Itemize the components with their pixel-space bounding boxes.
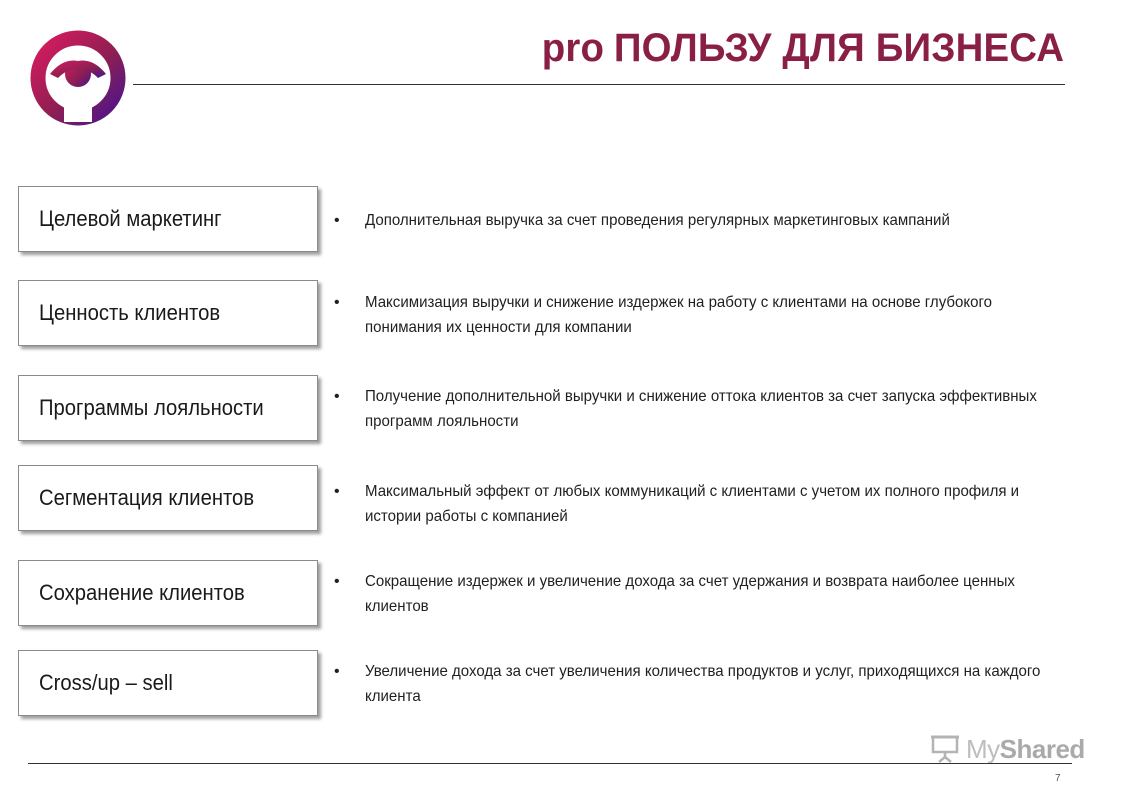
- bullet-text: Получение дополнительной выручки и снижение оттока клиентов за счет запуска эффективных программ лояльности: [365, 388, 1037, 430]
- bullet-item: [334, 569, 1104, 619]
- box-label: Сегментация клиентов: [39, 485, 255, 510]
- title-divider: [133, 84, 1065, 85]
- box-customer-retention: [18, 560, 318, 626]
- bullet-text: Сокращение издержек и увеличение дохода за счет удержания и возврата наиболее ценных клиентов: [365, 573, 1015, 615]
- box-loyalty-programs: [18, 375, 318, 441]
- page-number: 7: [1055, 773, 1061, 784]
- box-customer-segmentation: [18, 465, 318, 531]
- presentation-board-icon: [930, 734, 962, 764]
- box-label: Cross/up – sell: [39, 670, 173, 695]
- page-title: [542, 26, 1064, 71]
- watermark-text: [966, 734, 1085, 765]
- watermark-prefix: My: [966, 733, 1000, 764]
- bullet-text: Дополнительная выручка за счет проведения регулярных маркетинговых кампаний: [365, 212, 950, 229]
- bullet-item: [334, 659, 1104, 709]
- box-label: Сохранение клиентов: [39, 580, 245, 605]
- footer-divider: [28, 763, 1072, 764]
- bullet-dot: •: [334, 573, 340, 590]
- bullet-item: [334, 290, 1104, 340]
- bullet-text: Максимизация выручки и снижение издержек на работу с клиентами на основе глубокого понимания их ценности для компании: [365, 294, 993, 336]
- company-logo-icon: [28, 30, 128, 126]
- bullet-dot: •: [334, 388, 340, 405]
- title-main: ПОЛЬЗУ ДЛЯ БИЗНЕСА: [613, 26, 1064, 70]
- bullet-text: Увеличение дохода за счет увеличения количества продуктов и услуг, приходящихся на каждого клиента: [365, 663, 1041, 705]
- box-label: Ценность клиентов: [39, 300, 221, 325]
- watermark-suffix: Shared: [999, 733, 1085, 764]
- title-prefix: pro: [541, 26, 605, 70]
- box-cross-up-sell: [18, 650, 318, 716]
- box-customer-value: [18, 280, 318, 346]
- box-targeted-marketing: [18, 186, 318, 252]
- bullet-dot: •: [334, 294, 340, 311]
- bullet-dot: •: [334, 663, 340, 680]
- bullet-item: [334, 384, 1104, 434]
- box-label: Целевой маркетинг: [39, 206, 222, 231]
- bullet-text: Максимальный эффект от любых коммуникаций с клиентами с учетом их полного профиля и истории работы с компанией: [365, 483, 1020, 525]
- bullet-dot: •: [334, 483, 340, 500]
- bullet-item: [334, 208, 1104, 233]
- box-label: Программы лояльности: [39, 395, 264, 420]
- bullet-item: [334, 479, 1104, 529]
- watermark: [930, 732, 1090, 766]
- bullet-dot: •: [334, 212, 340, 229]
